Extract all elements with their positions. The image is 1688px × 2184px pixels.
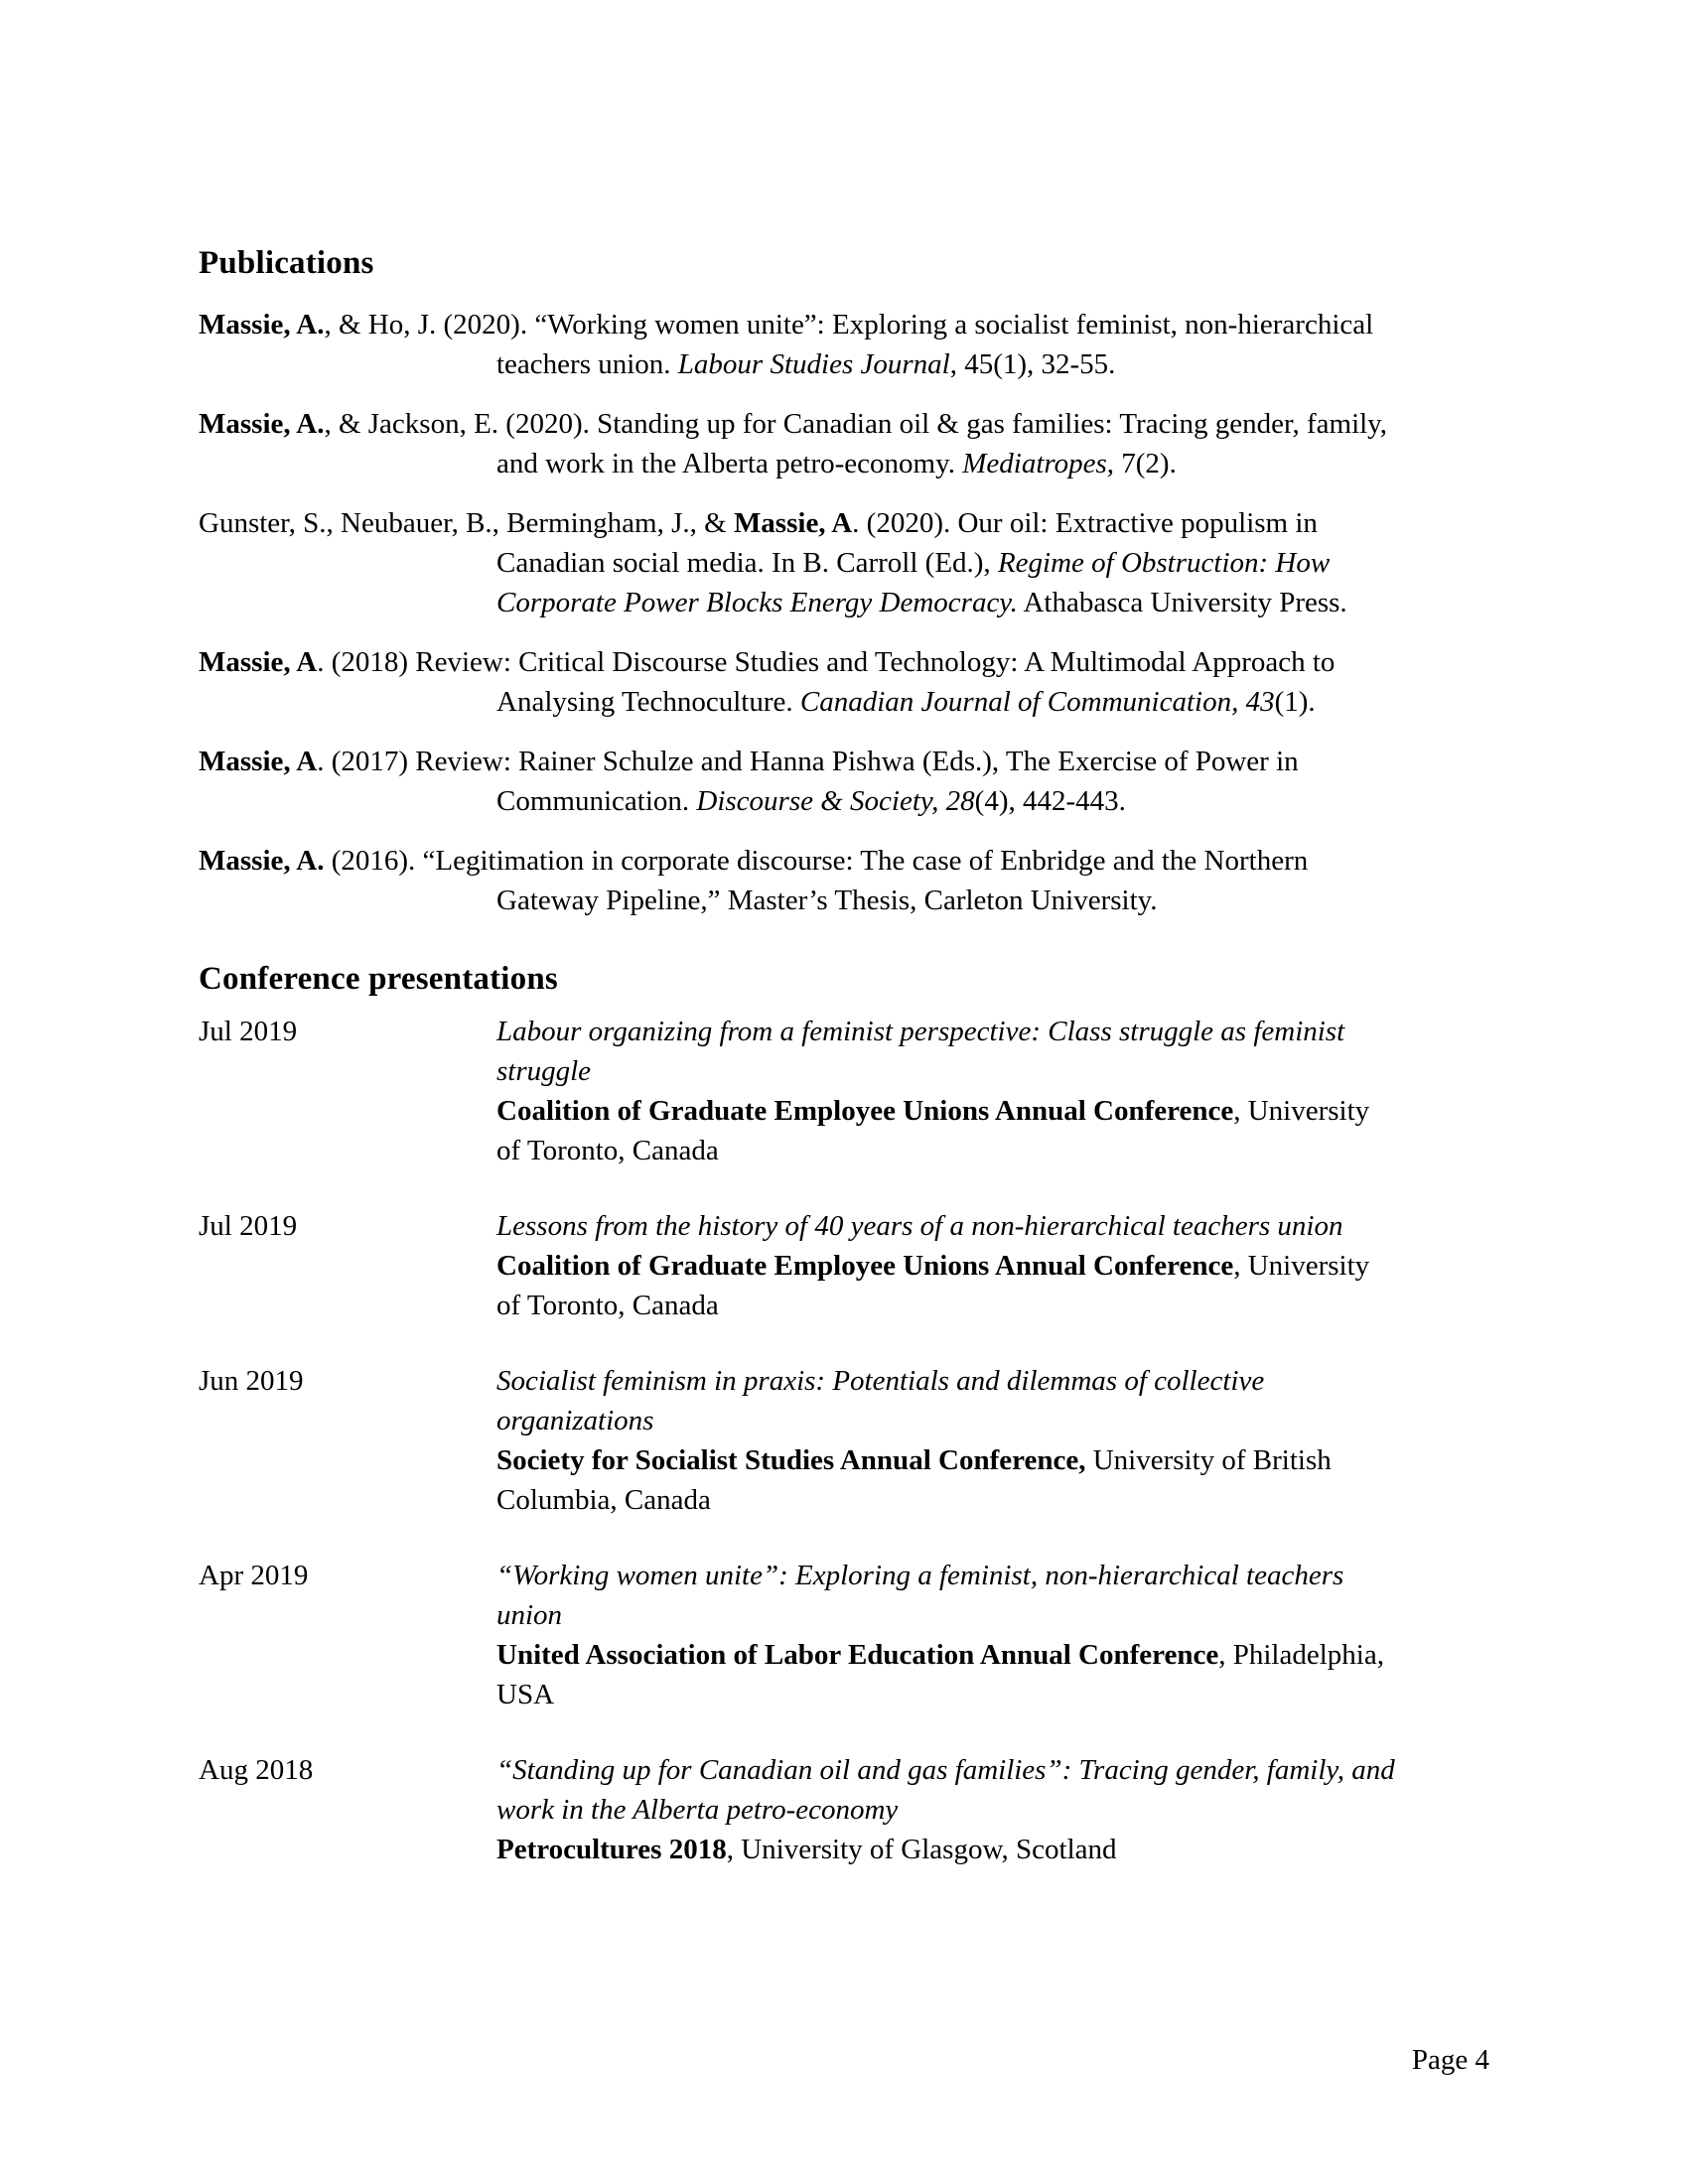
text-segment: Discourse & Society, 28 [696, 785, 975, 817]
text-segment: . (2020). Our oil: Extractive populism in [852, 507, 1318, 539]
conference-line [496, 1790, 1489, 1830]
text-segment: “Standing up for Canadian oil and gas families”: Tracing gender, family, and [496, 1754, 1395, 1786]
text-segment: of Toronto, Canada [496, 1135, 719, 1166]
text-segment: teachers union. [496, 348, 678, 380]
conference-line [496, 1635, 1489, 1675]
text-segment: Massie, A [199, 646, 318, 678]
text-segment: (2016). “Legitimation in corporate discourse: The case of Enbridge and the Northern [324, 845, 1309, 877]
text-segment: Regime of Obstruction: How [997, 547, 1331, 579]
text-segment: (1). [1274, 686, 1316, 718]
conference-date: Jul 2019 [199, 1016, 298, 1047]
conference-line [496, 1246, 1489, 1286]
text-segment: , & Ho, J. (2020). “Working women unite”: Exploring a socialist feminist, non-hierarchical [324, 309, 1374, 341]
text-segment: , University of Glasgow, Scotland [726, 1834, 1117, 1865]
conference-line [496, 1595, 1489, 1635]
text-segment: . (2018) Review: Critical Discourse Studies and Technology: A Multimodal Approach to [317, 646, 1336, 678]
conference-line [496, 1675, 1489, 1714]
publication-line [199, 841, 1489, 881]
publication-entry [199, 503, 1489, 622]
publication-entry [199, 642, 1489, 722]
conference-entry [199, 1012, 1489, 1170]
text-segment: Analysing Technoculture. [496, 686, 800, 718]
text-segment: Lessons from the history of 40 years of a non-hierarchical teachers union [496, 1210, 1343, 1242]
text-segment: organizations [496, 1405, 654, 1436]
publication-line [199, 642, 1489, 682]
text-segment: Canadian Journal of Communication, 43 [799, 686, 1275, 718]
publication-line [199, 742, 1489, 781]
text-segment: Massie, A. [199, 309, 325, 341]
text-segment: Massie, A [199, 746, 318, 777]
text-segment: Petrocultures 2018 [496, 1834, 727, 1865]
conference-line [496, 1361, 1489, 1401]
conference-line [496, 1830, 1489, 1869]
conference-details [496, 1012, 1489, 1170]
conference-line [496, 1480, 1489, 1520]
text-segment: struggle [496, 1055, 592, 1087]
conference-line [496, 1091, 1489, 1131]
conference-details [496, 1556, 1489, 1714]
text-segment: Labour Studies Journal [677, 348, 950, 380]
publication-line [199, 444, 1489, 483]
conference-details [496, 1361, 1489, 1520]
text-segment: Athabasca University Press. [1017, 587, 1347, 618]
conference-line [496, 1286, 1489, 1325]
publication-line [199, 781, 1489, 821]
conference-entry [199, 1361, 1489, 1520]
publication-entry [199, 742, 1489, 821]
text-segment: University of British [1085, 1444, 1332, 1476]
text-segment: , & Jackson, E. (2020). Standing up for Canadian oil & gas families: Tracing gender, family, [324, 408, 1388, 440]
publication-line [199, 503, 1489, 543]
text-segment: Mediatropes [962, 448, 1107, 479]
text-segment: Columbia, Canada [496, 1484, 711, 1516]
conference-date: Jul 2019 [199, 1210, 298, 1242]
conference-list [199, 1012, 1489, 1869]
text-segment: Labour organizing from a feminist perspective: Class struggle as feminist [496, 1016, 1345, 1047]
text-segment: Massie, A. [199, 845, 325, 877]
text-segment: (4), 442-443. [974, 785, 1126, 817]
conference-date: Aug 2018 [199, 1754, 314, 1786]
conference-date: Apr 2019 [199, 1560, 309, 1591]
conference-line [496, 1051, 1489, 1091]
conference-line [496, 1440, 1489, 1480]
conference-details [496, 1206, 1489, 1325]
text-segment: Corporate Power Blocks Energy Democracy. [496, 587, 1018, 618]
text-segment: Gateway Pipeline,” Master’s Thesis, Carleton University. [496, 885, 1158, 916]
publication-line [199, 305, 1489, 344]
text-segment: , 45(1), 32-55. [949, 348, 1116, 380]
conference-details [496, 1750, 1489, 1869]
conference-line [496, 1206, 1489, 1246]
publication-line [199, 881, 1489, 920]
publication-entry [199, 841, 1489, 920]
conference-entry [199, 1750, 1489, 1869]
text-segment: Society for Socialist Studies Annual Conference, [496, 1444, 1086, 1476]
publication-line [199, 404, 1489, 444]
publications-list [199, 305, 1489, 920]
text-segment: Massie, A. [199, 408, 325, 440]
conference-line [496, 1556, 1489, 1595]
text-segment: , University [1233, 1095, 1370, 1127]
publication-entry [199, 404, 1489, 483]
text-segment: USA [496, 1679, 555, 1710]
text-segment: and work in the Alberta petro-economy. [496, 448, 963, 479]
publication-entry [199, 305, 1489, 384]
text-segment: union [496, 1599, 563, 1631]
text-segment: Coalition of Graduate Employee Unions Annual Conference [496, 1095, 1234, 1127]
text-segment: Canadian social media. In B. Carroll (Ed.), [496, 547, 998, 579]
text-segment: of Toronto, Canada [496, 1290, 719, 1321]
conference-date: Jun 2019 [199, 1365, 304, 1397]
text-segment: , University [1233, 1250, 1370, 1282]
section-heading-publications: Publications [199, 245, 374, 281]
conference-line [496, 1750, 1489, 1790]
text-segment: , 7(2). [1106, 448, 1177, 479]
text-segment: , Philadelphia, [1218, 1639, 1384, 1671]
text-segment: work in the Alberta petro-economy [496, 1794, 899, 1826]
conference-entry [199, 1556, 1489, 1714]
page-number: Page 4 [1411, 2044, 1489, 2076]
section-heading-conference-presentations: Conference presentations [199, 961, 558, 997]
publication-line [199, 583, 1489, 622]
text-segment: Communication. [496, 785, 697, 817]
conference-line [496, 1012, 1489, 1051]
publication-line [199, 344, 1489, 384]
publication-line [199, 682, 1489, 722]
text-segment: Gunster, S., Neubauer, B., Bermingham, J., & [199, 507, 734, 539]
conference-line [496, 1131, 1489, 1170]
text-segment: . (2017) Review: Rainer Schulze and Hanna Pishwa (Eds.), The Exercise of Power in [317, 746, 1299, 777]
text-segment: United Association of Labor Education Annual Conference [496, 1639, 1219, 1671]
conference-line [496, 1401, 1489, 1440]
text-segment: Coalition of Graduate Employee Unions Annual Conference [496, 1250, 1234, 1282]
publication-line [199, 543, 1489, 583]
text-segment: Socialist feminism in praxis: Potentials and dilemmas of collective [496, 1365, 1265, 1397]
conference-entry [199, 1206, 1489, 1325]
text-segment: “Working women unite”: Exploring a feminist, non-hierarchical teachers [496, 1560, 1344, 1591]
text-segment: Massie, A [733, 507, 853, 539]
